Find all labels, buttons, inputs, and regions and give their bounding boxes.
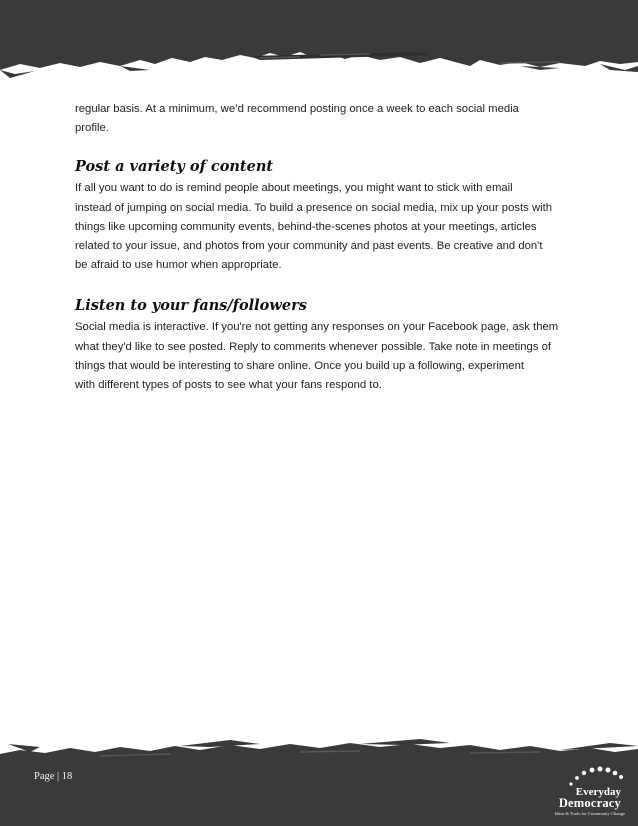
- logo-text-democracy: Democracy: [558, 796, 621, 810]
- logo-dots-icon: [565, 766, 625, 788]
- text-line: what they'd like to see posted. Reply to comments whenever possible. Take note in meetings of: [75, 340, 552, 353]
- page-number: Page | 18: [34, 771, 73, 782]
- text-line: instead of jumping on social media. To build a presence on social media, mix up your posts with: [75, 201, 553, 214]
- section-heading: Listen to your fans/followers: [75, 297, 307, 315]
- section-listen-fans: [75, 297, 575, 395]
- text-line: things like upcoming community events, behind-the-scenes photos at your meetings, articles: [75, 220, 537, 233]
- section-body: [75, 179, 575, 275]
- page-content: [75, 100, 575, 395]
- text-line: related to your issue, and photos from your community and past events. Be creative and don't: [75, 240, 543, 253]
- intro-paragraph: [75, 100, 575, 138]
- text-line: things that would be interesting to share online. Once you build up a following, experiment: [75, 359, 525, 372]
- text-line: Social media is interactive. If you're not getting any responses on your Facebook page, ask them: [75, 321, 559, 334]
- section-post-variety: [75, 158, 575, 275]
- logo-text-everyday: Everyday: [575, 786, 621, 798]
- logo-tagline: Ideas & Tools for Community Change: [554, 811, 625, 816]
- text-line: If all you want to do is remind people about meetings, you might want to stick with email: [75, 182, 513, 195]
- text-line: regular basis. At a minimum, we’d recommend posting once a week to each social media: [75, 103, 519, 115]
- section-heading: Post a variety of content: [75, 158, 274, 176]
- text-line: profile.: [75, 122, 109, 135]
- everyday-democracy-logo: [535, 766, 631, 822]
- section-body: [75, 318, 575, 395]
- header-banner: [0, 0, 638, 82]
- text-line: be afraid to use humor when appropriate.: [75, 259, 282, 272]
- text-line: with different types of posts to see what your fans respond to.: [75, 379, 382, 392]
